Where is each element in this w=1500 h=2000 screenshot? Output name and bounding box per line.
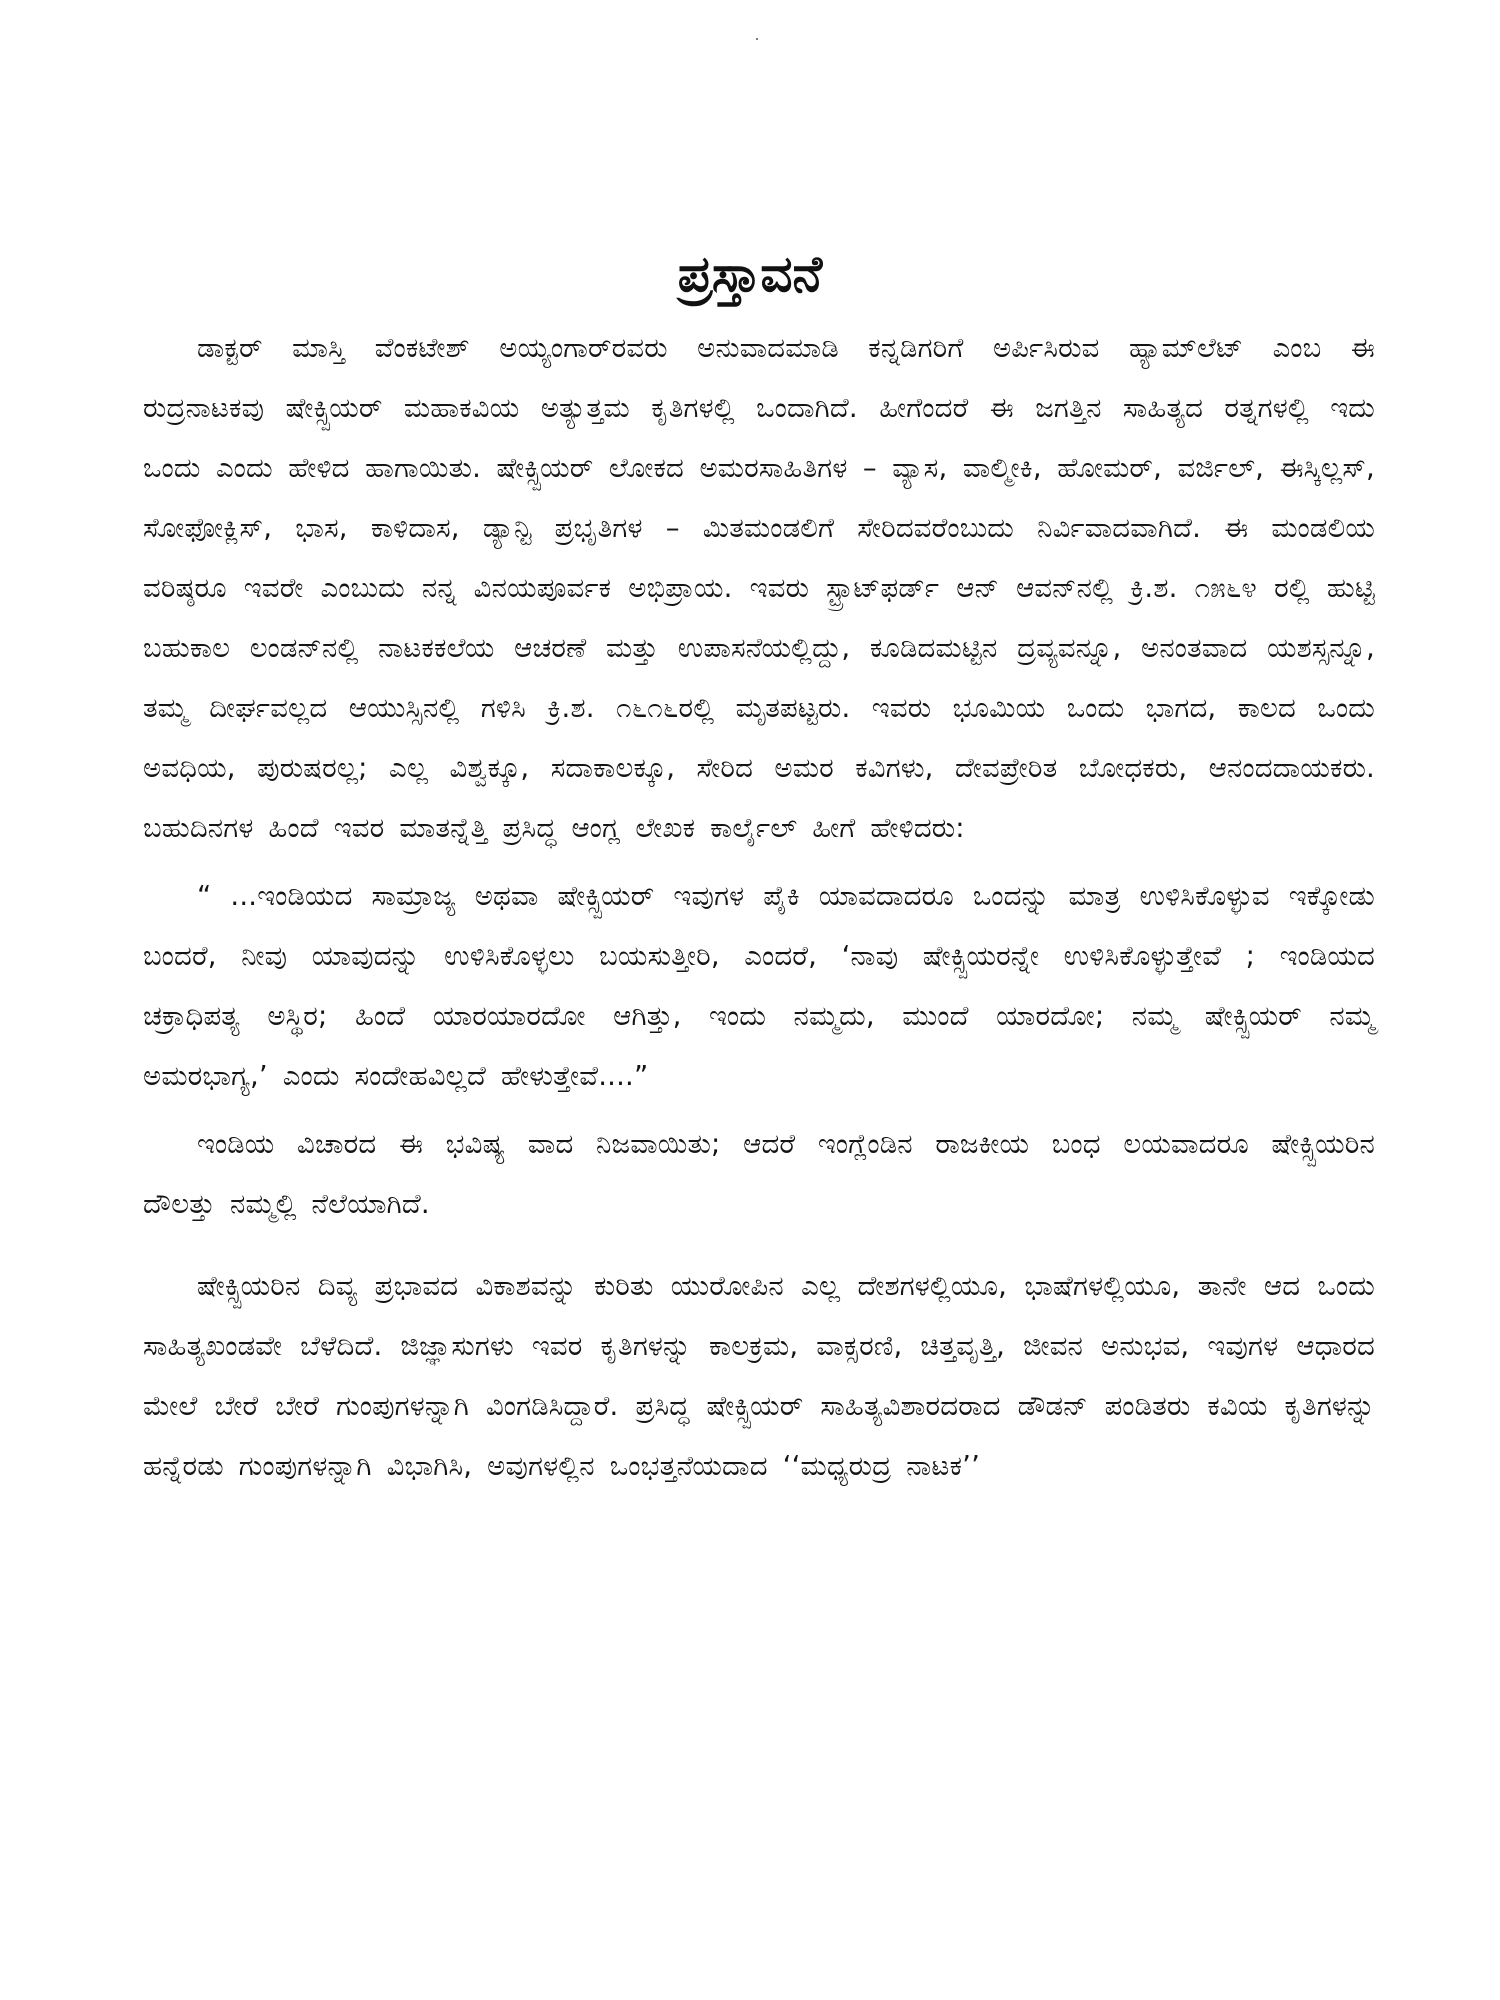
paragraph-prophecy: ಇಂಡಿಯ ವಿಚಾರದ ಈ ಭವಿಷ್ಯ ವಾದ ನಿಜವಾಯಿತು; ಆದರೆ ಇಂಗ್ಲೆಂಡಿನ ರಾಜಕೀಯ ಬಂಧ ಲಯವಾದರೂ ಷೇಕ್ಸ್ಪಿಯರಿನ ದೌಲತ್ತು ನಮ್ಮಲ್ಲಿ ನೆಲೆಯಾಗಿದೆ. [143, 1128, 1375, 1220]
paragraph-carlyle-quote: “ ...ಇಂಡಿಯದ ಸಾಮ್ರಾಜ್ಯ ಅಥವಾ ಷೇಕ್ಸ್ಪಿಯರ್ ಇವುಗಳ ಪೈಕಿ ಯಾವದಾದರೂ ಒಂದನ್ನು ಮಾತ್ರ ಉಳಿಸಿಕೊಳ್ಳುವ ಇಕ್ಕೋಡು ಬಂದರೆ, ನೀವು ಯಾವುದನ್ನು ಉಳಿಸಿಕೊಳ್ಳಲು ಬಯಸುತ್ತೀರಿ, ಎಂದರೆ, ‘ನಾವು ಷೇಕ್ಸ್ಪಿಯರನ್ನೇ ಉಳಿಸಿಕೊಳ್ಳುತ್ತೇವೆ ; ಇಂಡಿಯದ ಚಕ್ರಾಧಿಪತ್ಯ ಅಸ್ಥಿರ; ಹಿಂದೆ ಯಾರಯಾರದೋ ಆಗಿತ್ತು, ಇಂದು ನಮ್ಮದು, ಮುಂದೆ ಯಾರದೋ; ನಮ್ಮ ಷೇಕ್ಸ್ಪಿಯರ್ ನಮ್ಮ ಅಮರಭಾಗ್ಯ,’ ಎಂದು ಸಂದೇಹವಿಲ್ಲದೆ ಹೇಳುತ್ತೇವೆ....” [143, 880, 1375, 1092]
paragraph-intro: ಡಾಕ್ಟರ್ ಮಾಸ್ತಿ ವೆಂಕಟೇಶ್ ಅಯ್ಯಂಗಾರ್‌ರವರು ಅನುವಾದಮಾಡಿ ಕನ್ನಡಿಗರಿಗೆ ಅರ್ಪಿಸಿರುವ ಹ್ಯಾಮ್‌ಲೆಟ್ ಎಂಬ ಈ ರುದ್ರನಾಟಕವು ಷೇಕ್ಸ್ಪಿಯರ್ ಮಹಾಕವಿಯ ಅತ್ಯುತ್ತಮ ಕೃತಿಗಳಲ್ಲಿ ಒಂದಾಗಿದೆ. ಹೀಗೆಂದರೆ ಈ ಜಗತ್ತಿನ ಸಾಹಿತ್ಯದ ರತ್ನಗಳಲ್ಲಿ ಇದು ಒಂದು ಎಂದು ಹೇಳಿದ ಹಾಗಾಯಿತು. ಷೇಕ್ಸ್ಪಿಯರ್ ಲೋಕದ ಅಮರಸಾಹಿತಿಗಳ – ವ್ಯಾಸ, ವಾಲ್ಮೀಕಿ, ಹೋಮರ್, ವರ್ಜಿಲ್, ಈಸ್ಕಿಲ್ಲಸ್, ಸೋಫೋಕ್ಲಿಸ್, ಭಾಸ, ಕಾಳಿದಾಸ, ಡ್ಯಾನ್ಟಿ ಪ್ರಭೃತಿಗಳ – ಮಿತಮಂಡಲಿಗೆ ಸೇರಿದವರೆಂಬುದು ನಿರ್ವಿವಾದವಾಗಿದೆ. ಈ ಮಂಡಲಿಯ ವರಿಷ್ಠರೂ ಇವರೇ ಎಂಬುದು ನನ್ನ ವಿನಯಪೂರ್ವಕ ಅಭಿಪ್ರಾಯ. ಇವರು ಸ್ಟ್ರಾಟ್‌ಫರ್ಡ್ ಆನ್ ಆವನ್‌ನಲ್ಲಿ ಕ್ರಿ.ಶ. ೧೫೬೪ ರಲ್ಲಿ ಹುಟ್ಟಿ ಬಹುಕಾಲ ಲಂಡನ್‌ನಲ್ಲಿ ನಾಟಕಕಲೆಯ ಆಚರಣೆ ಮತ್ತು ಉಪಾಸನೆಯಲ್ಲಿದ್ದು, ಕೂಡಿದಮಟ್ಟಿನ ದ್ರವ್ಯವನ್ನೂ, ಅನಂತವಾದ ಯಶಸ್ಸನ್ನೂ, ತಮ್ಮ ದೀರ್ಘವಲ್ಲದ ಆಯುಸ್ಸಿನಲ್ಲಿ ಗಳಿಸಿ ಕ್ರಿ.ಶ. ೧೬೧೬ರಲ್ಲಿ ಮೃತಪಟ್ಟರು. ಇವರು ಭೂಮಿಯ ಒಂದು ಭಾಗದ, ಕಾಲದ ಒಂದು ಅವಧಿಯ, ಪುರುಷರಲ್ಲ; ಎಲ್ಲ ವಿಶ್ವಕ್ಕೂ, ಸದಾಕಾಲಕ್ಕೂ, ಸೇರಿದ ಅಮರ ಕವಿಗಳು, ದೇವಪ್ರೇರಿತ ಬೋಧಕರು, ಆನಂದದಾಯಕರು. ಬಹುದಿನಗಳ ಹಿಂದೆ ಇವರ ಮಾತನ್ನೆತ್ತಿ ಪ್ರಸಿದ್ಧ ಆಂಗ್ಲ ಲೇಖಕ ಕಾರ್ಲೈಲ್ ಹೀಗೆ ಹೇಳಿದರು: [143, 332, 1375, 844]
paragraph-influence: ಷೇಕ್ಸ್ಪಿಯರಿನ ದಿವ್ಯ ಪ್ರಭಾವದ ವಿಕಾಶವನ್ನು ಕುರಿತು ಯುರೋಪಿನ ಎಲ್ಲ ದೇಶಗಳಲ್ಲಿಯೂ, ಭಾಷೆಗಳಲ್ಲಿಯೂ, ತಾನೇ ಆದ ಒಂದು ಸಾಹಿತ್ಯಖಂಡವೇ ಬೆಳೆದಿದೆ. ಜಿಜ್ಞಾಸುಗಳು ಇವರ ಕೃತಿಗಳನ್ನು ಕಾಲಕ್ರಮ, ವಾಕ್ಸರಣಿ, ಚಿತ್ತವೃತ್ತಿ, ಜೀವನ ಅನುಭವ, ಇವುಗಳ ಆಧಾರದ ಮೇಲೆ ಬೇರೆ ಬೇರೆ ಗುಂಪುಗಳನ್ನಾಗಿ ವಿಂಗಡಿಸಿದ್ದಾರೆ. ಪ್ರಸಿದ್ಧ ಷೇಕ್ಸ್ಪಿಯರ್ ಸಾಹಿತ್ಯವಿಶಾರದರಾದ ಡೌಡನ್ ಪಂಡಿತರು ಕವಿಯ ಕೃತಿಗಳನ್ನು ಹನ್ನೆರಡು ಗುಂಪುಗಳನ್ನಾಗಿ ವಿಭಾಗಿಸಿ, ಅವುಗಳಲ್ಲಿನ ಒಂಭತ್ತನೆಯದಾದ ‘‘ಮಧ್ಯರುದ್ರ ನಾಟಕ’’ [143, 1270, 1375, 1482]
body-text [143, 318, 1375, 1496]
scan-speck [756, 38, 758, 40]
page-title: ಪ್ರಸ್ತಾವನೆ [677, 244, 823, 303]
